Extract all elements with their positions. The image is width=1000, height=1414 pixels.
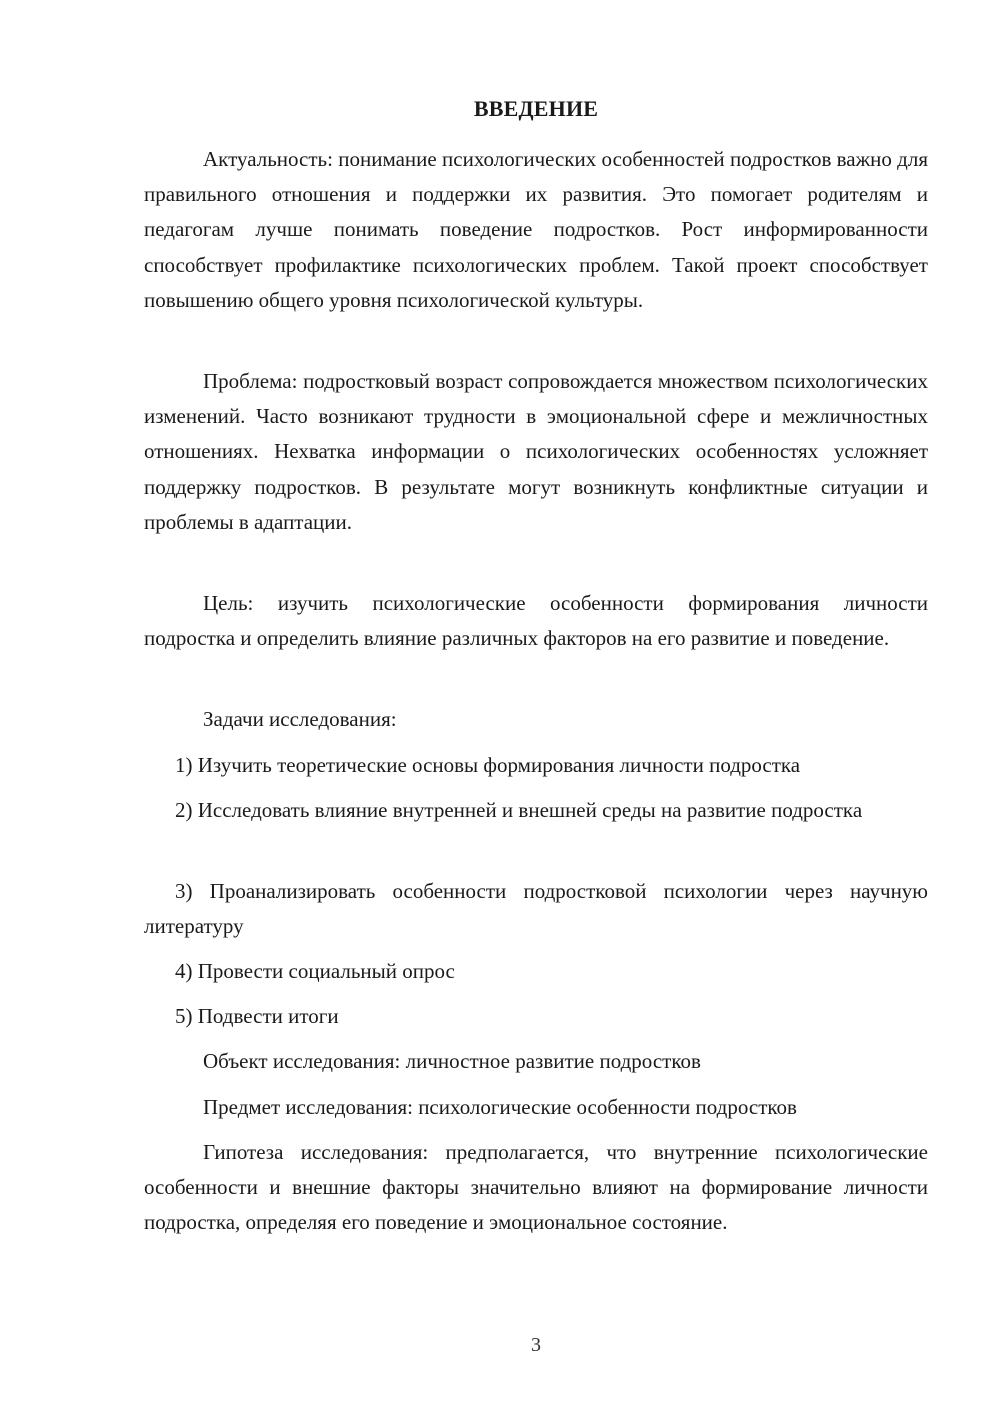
relevance-paragraph: Актуальность: понимание психологических особенностей подростков важно для правильного отношения и поддержки их развития. Это помогает родителям и педагогам лучше понимать поведение подростков. Рост информированности способствует профилактике психологических проблем. Такой проект способствует повышению общего уровня психологической культуры. bbox=[144, 147, 928, 312]
subject-paragraph: Предмет исследования: психологические особенности подростков bbox=[203, 1095, 797, 1119]
object-paragraph: Объект исследования: личностное развитие подростков bbox=[203, 1049, 701, 1073]
problem-paragraph: Проблема: подростковый возраст сопровождается множеством психологических изменений. Часто возникают трудности в эмоциональной сфере и межличностных отношениях. Нехватка информации о психологических особенностях усложняет поддержку подростков. В результате могут возникнуть конфликтные ситуации и проблемы в адаптации. bbox=[144, 369, 928, 534]
task-item-2: 2) Исследовать влияние внутренней и внешней среды на развитие подростка bbox=[175, 798, 863, 822]
page-number: 3 bbox=[531, 1334, 541, 1356]
task-item-3: 3) Проанализировать особенности подростковой психологии через научную литературу bbox=[144, 879, 928, 939]
goal-paragraph: Цель: изучить психологические особенности формирования личности подростка и определить влияние различных факторов на его развитие и поведение. bbox=[144, 591, 928, 651]
page-title: ВВЕДЕНИЕ bbox=[473, 96, 599, 121]
hypothesis-paragraph: Гипотеза исследования: предполагается, что внутренние психологические особенности и внешние факторы значительно влияют на формирование личности подростка, определяя его поведение и эмоциональное состояние. bbox=[144, 1140, 928, 1235]
tasks-heading: Задачи исследования: bbox=[203, 707, 397, 731]
task-item-4: 4) Провести социальный опрос bbox=[175, 959, 455, 983]
task-item-1: 1) Изучить теоретические основы формирования личности подростка bbox=[175, 753, 801, 777]
task-item-5: 5) Подвести итоги bbox=[175, 1004, 339, 1028]
